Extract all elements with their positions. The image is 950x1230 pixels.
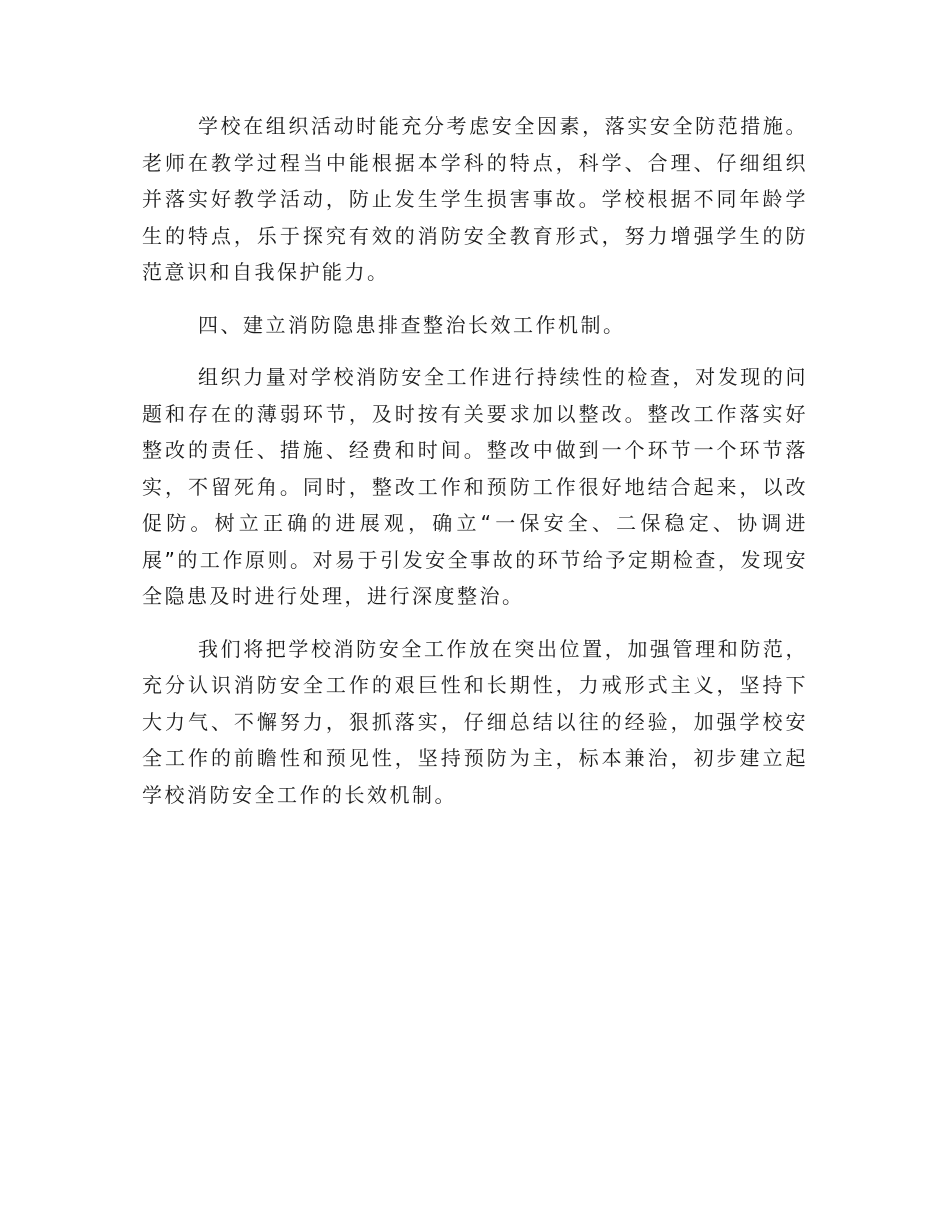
document-body bbox=[142, 108, 808, 829]
section-heading-four: 四、建立消防隐患排查整治长效工作机制。 bbox=[198, 312, 626, 337]
paragraph-safety-activities: 学校在组织活动时能充分考虑安全因素，落实安全防范措施。老师在教学过程当中能根据本学科的特点，科学、合理、仔细组织并落实好教学活动，防止发生学生损害事故。学校根据不同年龄学生的特点，乐于探究有效的消防安全教育形式，努力增强学生的防范意识和自我保护能力。 bbox=[142, 114, 808, 284]
paragraph-conclusion: 我们将把学校消防安全工作放在突出位置，加强管理和防范，充分认识消防安全工作的艰巨性和长期性，力戒形式主义，坚持下大力气、不懈努力，狠抓落实，仔细总结以往的经验，加强学校安全工作的前瞻性和预见性，坚持预防为主，标本兼治，初步建立起学校消防安全工作的长效机制。 bbox=[142, 636, 808, 807]
paragraph-inspection-rectification: 组织力量对学校消防安全工作进行持续性的检查，对发现的问题和存在的薄弱环节，及时按有关要求加以整改。整改工作落实好整改的责任、措施、经费和时间。整改中做到一个环节一个环节落实，不留死角。同时，整改工作和预防工作很好地结合起来，以改促防。树立正确的进展观，确立“一保安全、二保稳定、协调进展”的工作原则。对易于引发安全事故的环节给予定期检查，发现安全隐患及时进行处理，进行深度整治。 bbox=[142, 365, 808, 608]
